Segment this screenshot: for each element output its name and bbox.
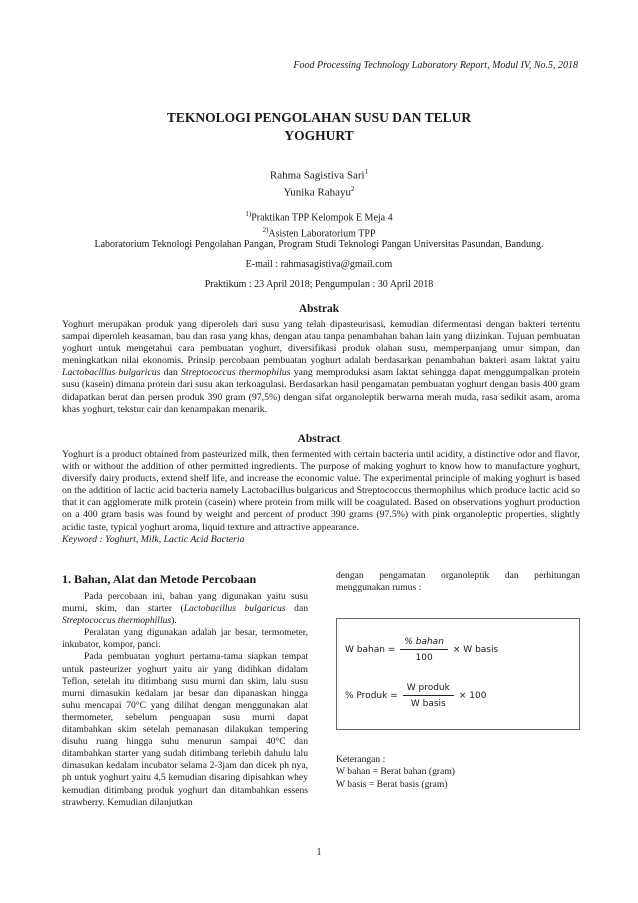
author-1	[0, 166, 638, 183]
note-w-basis: W basis = Berat basis (gram)	[336, 778, 448, 790]
affil-2-sup: 2)	[262, 226, 269, 235]
s1-p1-text-a: Pada percobaan ini, bahan yang digunakan yaitu susu murni, skim, dan starter (	[62, 591, 308, 615]
email-line: E-mail : rahmasagistiva@gmail.com	[245, 259, 393, 270]
formula-box	[336, 618, 580, 730]
formula-2-lhs: % Produk =	[345, 691, 398, 702]
formula-2-rhs: × 100	[458, 691, 487, 702]
abstrak-italic-2: Streptococcus thermophilus	[181, 367, 291, 379]
abstract-body	[62, 449, 580, 546]
abstrak-text-2: dan	[160, 367, 181, 379]
right-column	[336, 570, 580, 791]
notes-title: Keterangan :	[336, 754, 386, 766]
s1-p1-text-b: dan	[285, 603, 308, 615]
section-1-paragraph-2: Peralatan yang digunakan adalah jar besar, termometer, inkubator, kompor, panci.	[62, 627, 308, 651]
abstract-heading: Abstract	[297, 433, 341, 445]
paper-title	[0, 109, 638, 145]
abstract-text: Yoghurt is a product obtained from pasteurized milk, then fermented with certain bacteria until acidity, a distinctive odor and flavor, with or without the addition of other permitted ingredients. The purpose of making yoghurt to know how to manufacture yoghurt, diversify dairy products, extend shelf life, and increase the economic value. The experimental principle of making yoghurt is based on the addition of lactic acid bacteria namely Lactobacillus bulgaricus and Streptococcus thermophilus which produce lactic acid so that it can agglomerate milk protein (casein) where protein from milk will be coagulated. Based on observations yoghurt production on a 400 gram basis was found by weight and percent of product 390 grams (97.5%) with pink organoleptic properties, slightly acidic taste, typical yoghurt aroma, liquid texture and attractive appearance.	[62, 449, 580, 533]
dates-line: Praktikum : 23 April 2018; Pengumpulan : 30 April 2018	[204, 279, 434, 290]
keywords: Keyword : Yoghurt, Milk, Lactic Acid Bacteria	[62, 533, 245, 545]
s1-p1-text-c: ).	[171, 615, 177, 627]
s1-p1-italic-2: Streptococcus thermophillus	[62, 615, 172, 627]
formula-2-numerator: W produk	[403, 683, 454, 696]
title-line-2: YOGHURT	[284, 128, 354, 143]
author-2	[0, 183, 638, 200]
abstrak-text-3: yang memproduksi asam laktat sehingga dapat menggumpalkan protein susu (kasein) dimana protein dari susu akan terkoagulasi. Berdasarkan hasil pengamatan pembuatan yoghurt dengan basis 400 gram didapatkan berat dan persen produk 390 gram (97,5%) dengan sifat organoleptik berwarna merah muda, rasa sedikit asam, aroma khas yoghurt, tekstur cair dan kenampakan menarik.	[62, 367, 580, 415]
running-header: Food Processing Technology Laboratory Report, Modul IV, No.5, 2018	[293, 60, 578, 71]
author-1-sup: 1	[364, 168, 369, 176]
formula-2-denominator: W basis	[410, 699, 446, 710]
formula-2-fraction	[403, 683, 454, 709]
formula-w-bahan	[345, 637, 498, 663]
section-1-paragraph-3: Pada pembuatan yoghurt pertama-tama siapkan tempat untuk pasteurizer yoghurt yaitu air yang didihkan didalam Teflon, setelah itu ditimbang susu murni dan skim, lalu susu murni dimasukin kedalam jar besar dan dipanaskan hingga suhu mencapai 70°C yang dilihat dengan menggunakan alat thermometer, sebelum penguapan susu murni dapat ditambahkan skim setelah pemanasan dilakukan tempering disuhu ruang hingga suhu menurun sampai 40°C dan ditambahkan starter yang sudah ditimbang terlebih dahulu lalu dimasukan kedalam incubator selama 2-3jam dan dicek ph nya, ph untuk yoghurt yaitu 4,5 kemudian disaring dipisahkan whey kemudian ditimbang produk yoghurt dan ditambahkan essens strawberry. Kemudian dilanjutkan	[62, 651, 308, 808]
page-number: 1	[316, 847, 322, 858]
affiliation-1	[0, 208, 638, 224]
abstrak-text-1: Yoghurt merupakan produk yang diperoleh dari susu yang telah dipasteurisasi, kemudian difermentasi dengan bakteri tertentu sampai diperoleh keasaman, bau dan rasa yang khas, dengan atau tanpa penambahan bahan lain yang diizinkan. Tujuan pembuatan yoghurt untuk mengetahui cara pembuatan yoghurt, diversifikasi produk olahan susu, memperpanjang umur simpan, dan meningkatkan nilai ekonomis. Prinsip percobaan pembuatan yoghurt adalah berdasarkan penambahan bakteri asam laktat yaitu	[62, 319, 580, 367]
left-column	[62, 572, 308, 809]
affil-2-text: Asisten Laboratorium TPP	[268, 228, 376, 240]
author-2-sup: 2	[351, 184, 355, 193]
affiliations	[0, 208, 638, 241]
formula-1-fraction	[400, 637, 448, 663]
section-1-paragraph-1	[62, 591, 308, 627]
formula-1-numerator: % bahan	[400, 637, 448, 650]
affil-1-text: Praktikan TPP Kelompok E Meja 4	[251, 212, 393, 224]
s1-p1-italic-1: Lactobacillus bulgaricus	[183, 603, 286, 615]
note-w-bahan: W bahan = Berat bahan (gram)	[336, 766, 455, 778]
abstrak-italic-1: Lactobacillus bulgaricus	[62, 367, 161, 379]
author-2-name: Yunika Rahayu	[283, 186, 351, 199]
right-intro-text: dengan pengamatan organoleptik dan perhitungan menggunakan rumus :	[336, 570, 580, 594]
formula-persen-produk	[345, 683, 486, 709]
affil-1-sup: 1)	[245, 210, 252, 218]
abstrak-heading: Abstrak	[298, 303, 340, 315]
author-list	[0, 166, 638, 199]
laboratory-line: Laboratorium Teknologi Pengolahan Pangan, Program Studi Teknologi Pangan Universitas Pasundan, Bandung.	[94, 239, 544, 250]
author-1-name: Rahma Sagistiva Sari	[269, 169, 365, 182]
title-line-1: TEKNOLOGI PENGOLAHAN SUSU DAN TELUR	[166, 110, 472, 125]
formula-1-lhs: W bahan =	[345, 645, 396, 656]
abstrak-body	[62, 319, 580, 416]
formula-notes	[336, 754, 580, 791]
formula-1-rhs: × W basis	[452, 645, 499, 656]
section-1-heading: 1. Bahan, Alat dan Metode Percobaan	[62, 572, 257, 586]
formula-1-denominator: 100	[415, 653, 433, 664]
